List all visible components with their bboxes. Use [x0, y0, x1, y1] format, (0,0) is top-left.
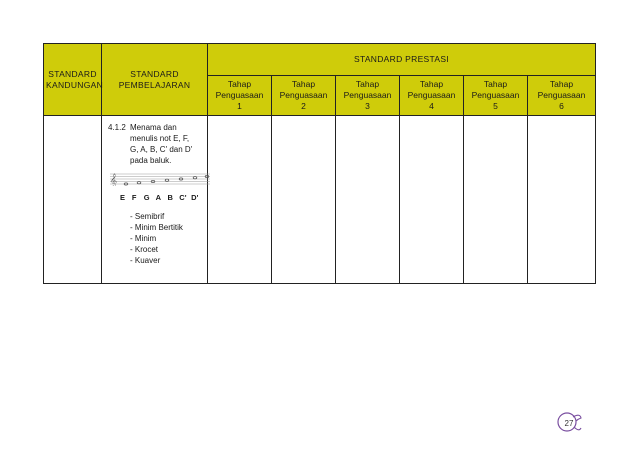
header-standard-prestasi: STANDARD PRESTASI — [208, 44, 596, 76]
page-number: 27 — [564, 419, 574, 428]
note-type-list — [130, 211, 203, 266]
treble-clef-icon: 𝄞 — [110, 173, 118, 186]
header-tahap-2: Tahap Penguasaan 2 — [272, 76, 336, 116]
standard-line: pada baluk. — [130, 156, 172, 165]
cell-tahap-2 — [272, 116, 336, 284]
header-tahap-1: Tahap Penguasaan 1 — [208, 76, 272, 116]
cell-pembelajaran — [102, 116, 208, 284]
header-tahap-6: Tahap Penguasaan 6 — [528, 76, 596, 116]
cell-tahap-4 — [400, 116, 464, 284]
list-item: - Minim Bertitik — [130, 223, 183, 232]
header-tahap-5: Tahap Penguasaan 5 — [464, 76, 528, 116]
cell-tahap-3 — [336, 116, 400, 284]
note-name: G — [143, 193, 150, 202]
standard-line: G, A, B, C' dan D' — [130, 145, 193, 154]
cell-tahap-5 — [464, 116, 528, 284]
header-standard-pembelajaran: STANDARD PEMBELAJARAN — [102, 44, 208, 116]
list-item: - Kuaver — [130, 256, 161, 265]
list-item: - Krocet — [130, 245, 159, 254]
standard-line: Menama dan — [130, 123, 177, 132]
standards-table — [43, 43, 596, 284]
standard-line: menulis not E, F, — [130, 134, 190, 143]
list-item: - Minim — [130, 234, 157, 243]
note-name: F — [131, 193, 137, 202]
header-standard-kandungan: STANDARD KANDUNGAN — [44, 44, 102, 116]
header-tahap-3: Tahap Penguasaan 3 — [336, 76, 400, 116]
standard-code: 4.1.2 — [108, 123, 126, 132]
note-name: A — [155, 193, 161, 202]
note-name: C' — [179, 193, 187, 202]
staff-notes-image — [110, 172, 210, 186]
note-name: D' — [191, 193, 199, 202]
note-name: E — [120, 193, 126, 202]
cell-tahap-6 — [528, 116, 596, 284]
cell-tahap-1 — [208, 116, 272, 284]
note-names — [120, 192, 203, 203]
music-staff — [110, 172, 210, 186]
header-tahap-4: Tahap Penguasaan 4 — [400, 76, 464, 116]
cell-kandungan-empty — [44, 116, 102, 284]
note-name: B — [167, 193, 173, 202]
list-item: - Semibrif — [130, 212, 165, 221]
